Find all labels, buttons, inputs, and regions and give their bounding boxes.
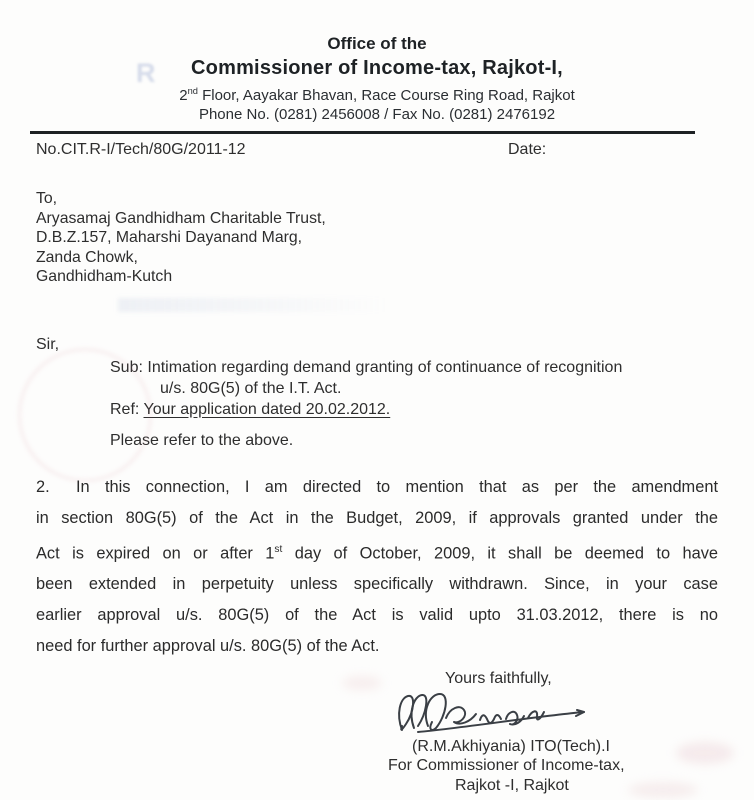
signatory-place-line: Rajkot -I, Rajkot	[455, 776, 569, 794]
date-label: Date:	[508, 141, 547, 158]
recipient-line: D.B.Z.157, Maharshi Dayanand Marg,	[36, 229, 303, 246]
org-line: Commissioner of Income-tax, Rajkot-I,	[191, 57, 563, 79]
body-line	[36, 534, 718, 569]
body-line-text: day of October, 2009, it shall be deemed to have	[282, 543, 718, 562]
letterhead	[0, 0, 754, 124]
body-line: need for further approval u/s. 80G(5) of the Act.	[36, 636, 380, 655]
body-paragraph	[36, 472, 718, 662]
subject-block	[110, 357, 754, 420]
signatory-for-line: For Commissioner of Income-tax,	[388, 757, 625, 775]
address-line	[0, 82, 754, 105]
recipient-line: Aryasamaj Gandhidham Charitable Trust,	[36, 209, 326, 227]
phone-fax-line: Phone No. (0281) 2456008 / Fax No. (0281) 2476192	[198, 106, 556, 123]
signatory-name: (R.M.Akhiyania) ITO(Tech).I	[412, 737, 610, 755]
subject-line-1	[110, 357, 754, 378]
reference-row	[36, 139, 718, 160]
reference-line	[110, 399, 754, 420]
ghost-stamp-bleed-text: R	[136, 58, 162, 88]
recipient-block	[36, 189, 754, 287]
to-line: To,	[36, 190, 58, 207]
subject-label: Sub:	[110, 358, 143, 376]
subject-line-2: u/s. 80G(5) of the I.T. Act.	[160, 379, 342, 397]
scan-smudge	[342, 676, 382, 690]
body-line	[36, 472, 718, 503]
body-line: earlier approval u/s. 80G(5) of the Act is valid upto 31.03.2012, there is no	[36, 605, 718, 624]
body-line: in section 80G(5) of the Act in the Budget, 2009, if approvals granted under the	[36, 508, 718, 527]
body-line: been extended in perpetuity unless specifically withdrawn. Since, in your case	[36, 574, 718, 593]
reference-text: Your application dated 20.02.2012.	[143, 400, 391, 418]
address-rest: Floor, Aayakar Bhavan, Race Course Ring Road, Rajkot	[197, 87, 575, 104]
opening-line: Please refer to the above.	[110, 431, 294, 449]
ink-bleed-mark	[118, 298, 388, 312]
office-line: Office of the	[327, 34, 427, 53]
recipient-line: Gandhidham-Kutch	[36, 268, 173, 285]
signature-box	[388, 690, 754, 737]
ordinal-superscript: st	[274, 543, 283, 555]
signature-scrawl	[388, 690, 618, 737]
subject-text-1: Intimation regarding demand granting of continuance of recognition	[147, 358, 623, 376]
recipient-line: Zanda Chowk,	[36, 248, 138, 266]
salutation: Sir,	[36, 335, 60, 353]
valediction: Yours faithfully,	[445, 669, 552, 687]
address-floor-ordinal: nd	[187, 86, 198, 96]
letterhead-divider-rule	[30, 131, 695, 134]
reference-number: No.CIT.R-I/Tech/80G/2011-12	[36, 141, 246, 158]
body-line-text: In this connection, I am directed to mention that as per the amendment	[76, 477, 718, 496]
body-line-text: Act is expired on or after 1	[36, 543, 275, 562]
reference-label: Ref:	[110, 400, 140, 418]
paragraph-number: 2.	[36, 477, 50, 496]
address-floor-number: 2	[179, 87, 188, 104]
